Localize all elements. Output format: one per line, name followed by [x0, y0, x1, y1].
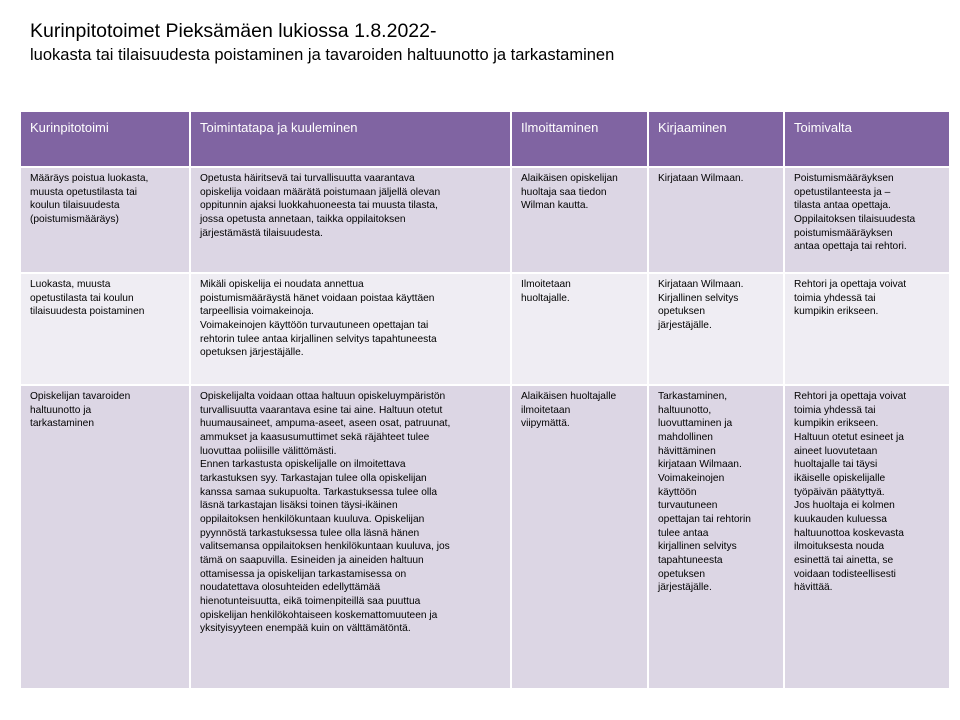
table-row [20, 273, 950, 385]
header-toimintatapa: Toimintatapa ja kuuleminen [190, 111, 511, 167]
cell-ilmoittaminen: Ilmoitetaan huoltajalle. [511, 273, 648, 385]
cell-kirjaaminen: Tarkastaminen, haltuunotto, luovuttaminen ja mahdollinen hävittäminen kirjataan Wilmaan. Voimakeinojen käyttöön turvautuneen opettajan tai rehtorin tulee antaa kirjallinen selvitys tapahtuneesta opetuksen järjestäjälle. [648, 385, 784, 689]
table-row [20, 167, 950, 273]
cell-toimintatapa: Mikäli opiskelija ei noudata annettua poistumismääräystä hänet voidaan poistaa käyttäen tarpeellisia voimakeinoja. Voimakeinojen käyttöön turvautuneen opettajan tai rehtorin tulee antaa kirjallinen selvitys tapahtuneesta opetuksen järjestäjälle. [190, 273, 511, 385]
cell-ilmoittaminen: Alaikäisen opiskelijan huoltaja saa tiedon Wilman kautta. [511, 167, 648, 273]
cell-kirjaaminen: Kirjataan Wilmaan. Kirjallinen selvitys opetuksen järjestäjälle. [648, 273, 784, 385]
table-row [20, 385, 950, 689]
cell-toimivalta: Rehtori ja opettaja voivat toimia yhdessä tai kumpikin erikseen. [784, 273, 950, 385]
header-toimivalta: Toimivalta [784, 111, 950, 167]
title-block [30, 18, 940, 66]
cell-kirjaaminen: Kirjataan Wilmaan. [648, 167, 784, 273]
cell-toimintatapa: Opiskelijalta voidaan ottaa haltuun opiskeluympäristön turvallisuutta vaarantava esine tai aine. Haltuun otetut huumausaineet, ampuma-aseet, aseen osat, patruunat, ammukset ja kaasusumuttimet sekä räjähteet tulee luovuttaa poliisille välittömästi. Ennen tarkastusta opiskelijalle on ilmoitettava tarkastuksen syy. Tarkastajan tulee olla opiskelijan kanssa samaa sukupuolta. Tarkastuksessa tulee olla läsnä tarkastajan lisäksi toinen täysi-ikäinen oppilaitoksen henkilökuntaan kuuluva. Opiskelijan pyynnöstä tarkastuksessa tulee olla läsnä hänen valitsemansa oppilaitoksen henkilökuntaan kuuluva, jos tämä on saapuvilla. Esineiden ja aineiden haltuun ottamisessa ja opiskelijan tarkastamisessa on noudatettava olosuhteiden edellyttämää hienotunteisuutta, eikä toimenpiteillä saa puuttua opiskelijan henkilökohtaiseen koskemattomuuteen ja yksityisyyteen enempää kuin on välttämätöntä. [190, 385, 511, 689]
cell-ilmoittaminen: Alaikäisen huoltajalle ilmoitetaan viipymättä. [511, 385, 648, 689]
cell-kurinpitotoimi: Opiskelijan tavaroiden haltuunotto ja tarkastaminen [20, 385, 190, 689]
header-kirjaaminen: Kirjaaminen [648, 111, 784, 167]
page-title: Kurinpitotoimet Pieksämäen lukiossa 1.8.2022- [30, 20, 437, 42]
cell-toimivalta: Rehtori ja opettaja voivat toimia yhdessä tai kumpikin erikseen. Haltuun otetut esineet ja aineet luovutetaan huoltajalle tai täysi ikäiselle opiskelijalle työpäivän päätyttyä. Jos huoltaja ei kolmen kuukauden kuluessa haltuunottoa koskevasta ilmoituksesta nouda esinettä tai ainetta, se voidaan todisteellisesti hävittää. [784, 385, 950, 689]
cell-kurinpitotoimi: Luokasta, muusta opetustilasta tai koulun tilaisuudesta poistaminen [20, 273, 190, 385]
cell-kurinpitotoimi: Määräys poistua luokasta, muusta opetustilasta tai koulun tilaisuudesta (poistumismääräys) [20, 167, 190, 273]
page-subtitle: luokasta tai tilaisuudesta poistaminen ja tavaroiden haltuunotto ja tarkastaminen [30, 46, 615, 64]
header-ilmoittaminen: Ilmoittaminen [511, 111, 648, 167]
cell-toimintatapa: Opetusta häiritsevä tai turvallisuutta vaarantava opiskelija voidaan määrätä poistumaan jäljellä olevan oppitunnin ajaksi luokkahuoneesta tai muusta tilasta, jossa opetusta annetaan, taikka oppilaitoksen järjestämästä tilaisuudesta. [190, 167, 511, 273]
disciplinary-measures-table [19, 110, 951, 690]
table-header-row [20, 111, 950, 167]
cell-toimivalta: Poistumismääräyksen opetustilanteesta ja – tilasta antaa opettaja. Oppilaitoksen tilaisuudesta poistumismääräyksen antaa opettaja tai rehtori. [784, 167, 950, 273]
header-kurinpitotoimi: Kurinpitotoimi [20, 111, 190, 167]
